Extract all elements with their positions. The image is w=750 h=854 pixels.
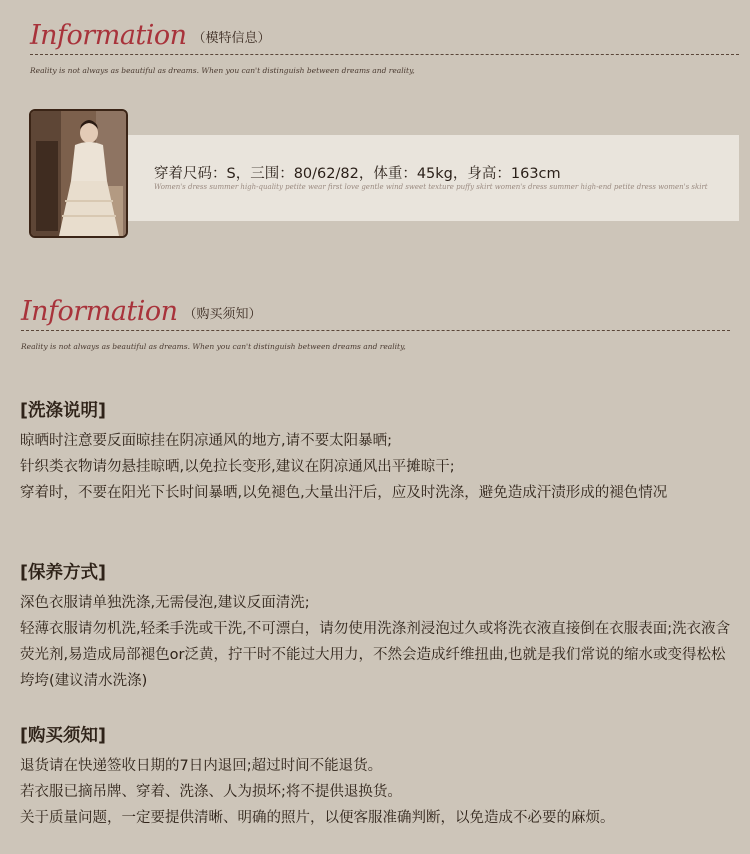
purchase-heading: [购买须知] — [20, 726, 106, 746]
washing-line: 穿着时，不要在阳光下长时间暴晒,以免褪色,大量出汗后，应及时洗涤，避免造成汗渍形成的褪色情况 — [20, 485, 668, 501]
washing-line: 晾晒时注意要反面晾挂在阴凉通风的地方,请不要太阳暴晒; — [20, 433, 392, 449]
model-info-subtitle: （模特信息） — [192, 31, 271, 46]
purchase-line: 退货请在快递签收日期的7日内退回;超过时间不能退货。 — [20, 758, 383, 774]
washing-line: 针织类衣物请勿悬挂晾晒,以免拉长变形,建议在阴凉通风出平摊晾干; — [20, 459, 455, 475]
purchase-line: 若衣服已摘吊牌、穿着、洗涤、人为损坏;将不提供退换货。 — [20, 784, 402, 800]
model-photo-image — [31, 111, 126, 236]
purchase-info-tagline: Reality is not always as beautiful as dreams. When you can't distinguish between dreams and reality, — [21, 342, 406, 351]
model-measurements: 穿着尺码：S，三围：80/62/82，体重：45kg，身高：163cm — [154, 166, 561, 182]
model-info-header — [30, 22, 271, 49]
model-photo — [29, 109, 128, 238]
model-info-tagline: Reality is not always as beautiful as dreams. When you can't distinguish between dreams and reality, — [30, 66, 415, 75]
purchase-info-title: Information — [21, 296, 178, 327]
care-line: 轻薄衣服请勿机洗,轻柔手洗或干洗,不可漂白，请勿使用洗涤剂浸泡过久或将洗衣液直接倒在衣服表面;洗衣液含荧光剂,易造成局部褪色or泛黄，拧干时不能过大用力，不然会造成纤维扭曲,也就是我们常说的缩水或变得松松垮垮(建议清水洗涤) — [20, 621, 731, 689]
purchase-block — [20, 722, 735, 831]
purchase-info-divider — [21, 330, 730, 331]
care-heading: [保养方式] — [20, 563, 106, 583]
model-info-title: Information — [30, 20, 187, 51]
model-info-divider — [30, 54, 739, 55]
care-line: 深色衣服请单独洗涤,无需侵泡,建议反面清洗; — [20, 595, 310, 611]
purchase-line: 关于质量问题，一定要提供清晰、明确的照片，以便客服准确判断，以免造成不必要的麻烦。 — [20, 810, 615, 826]
purchase-info-subtitle: （购买须知） — [183, 307, 262, 322]
purchase-info-header — [21, 298, 262, 325]
care-block — [20, 559, 735, 694]
washing-heading: [洗涤说明] — [20, 401, 106, 421]
model-description: Women's dress summer high-quality petite wear first love gentle wind sweet texture puffy skirt women's dress summer high-end petite dress women's skirt — [154, 183, 708, 191]
washing-block — [20, 397, 735, 506]
